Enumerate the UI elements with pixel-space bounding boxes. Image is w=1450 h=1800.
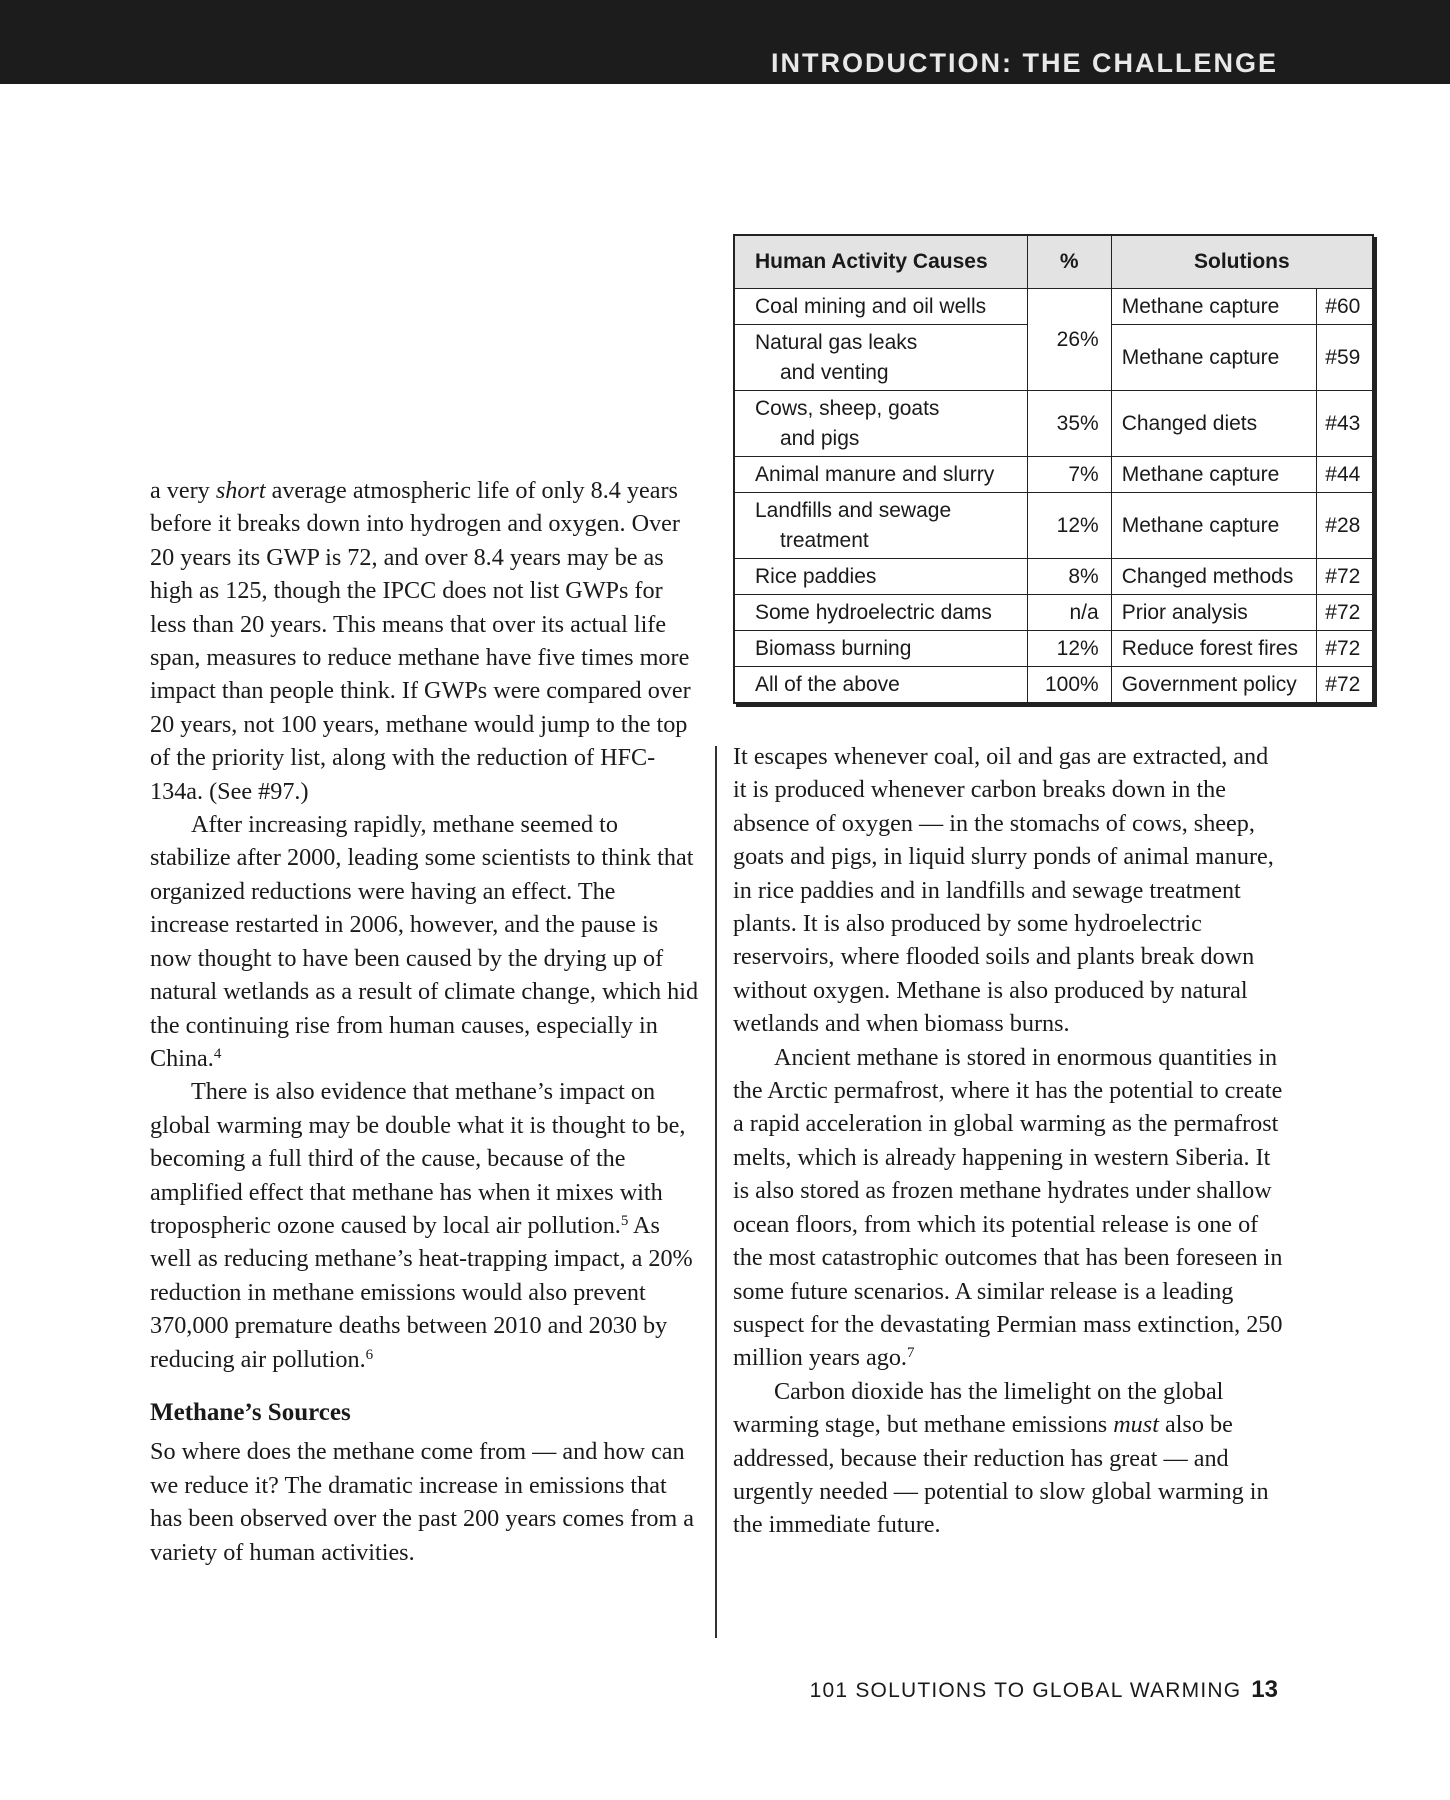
paragraph: There is also evidence that methane’s impact on global warming may be double what it is thought to be, becoming a full third of the cause, because of the amplified effect that methane has when it mixes with tropospheric ozone caused by local air pollution.$^5$ As well as reducing methane’s heat-trapping impact, a 20% reduction in methane emissions would also prevent 370,000 premature deaths between 2010 and 2030 by reducing air pollution.$^6$ xyxy=(150,1078,693,1373)
footnote-ref: 5 xyxy=(620,1212,629,1229)
solution-cell: Changed methods xyxy=(1111,559,1317,595)
book-title: 101 SOLUTIONS TO GLOBAL WARMING xyxy=(809,1679,1242,1702)
paragraph: After increasing rapidly, methane seemed to stabilize after 2000, leading some scientists to think that organized reductions were having an effect. The increase restarted in 2006, however, and the pause is now thought to have been caused by the drying up of natural wetlands as a result of climate change, which hid the continuing rise from human causes, especially in China.$^4$ xyxy=(150,811,699,1072)
cause-cell: All of the above xyxy=(734,667,1027,704)
left-column xyxy=(150,474,700,1569)
page-number: 13 xyxy=(1251,1676,1278,1703)
methane-sources-table xyxy=(733,234,1374,704)
table-row xyxy=(734,667,1373,704)
column-divider xyxy=(715,746,717,1638)
running-header: INTRODUCTION: THE CHALLENGE xyxy=(771,48,1278,78)
ref-cell: #28 xyxy=(1317,493,1373,559)
percent-cell: 7% xyxy=(1027,457,1111,493)
header-causes: Human Activity Causes xyxy=(734,235,1027,289)
percent-cell: 26% xyxy=(1027,289,1111,391)
solution-cell: Methane capture xyxy=(1111,493,1317,559)
table-row xyxy=(734,457,1373,493)
percent-cell: 12% xyxy=(1027,631,1111,667)
cause-cell: Some hydroelectric dams xyxy=(734,595,1027,631)
ref-cell: #72 xyxy=(1317,559,1373,595)
ref-cell: #72 xyxy=(1317,631,1373,667)
header-solutions: Solutions xyxy=(1111,235,1373,289)
footnote-ref: 7 xyxy=(906,1345,915,1362)
cause-cell: Landfills and sewage treatment xyxy=(734,493,1027,559)
footnote-ref: 4 xyxy=(213,1045,222,1062)
percent-cell: 100% xyxy=(1027,667,1111,704)
cause-cell: Natural gas leaks and venting xyxy=(734,325,1027,391)
paragraph: So where does the methane come from — and how can we reduce it? The dramatic increase in emissions that has been observed over the past 200 years comes from a variety of human activities. xyxy=(150,1438,695,1566)
cause-cell: Animal manure and slurry xyxy=(734,457,1027,493)
cause-cell: Coal mining and oil wells xyxy=(734,289,1027,325)
header-bar xyxy=(0,0,1450,84)
table-row xyxy=(734,493,1373,559)
page-footer xyxy=(810,1676,1278,1704)
solution-cell: Government policy xyxy=(1111,667,1317,704)
solution-cell: Reduce forest fires xyxy=(1111,631,1317,667)
table-header-row xyxy=(734,235,1373,289)
solution-cell: Methane capture xyxy=(1111,457,1317,493)
ref-cell: #60 xyxy=(1317,289,1373,325)
ref-cell: #43 xyxy=(1317,391,1373,457)
table-row xyxy=(734,631,1373,667)
header-percent: % xyxy=(1027,235,1111,289)
table-row xyxy=(734,559,1373,595)
footnote-ref: 6 xyxy=(365,1346,374,1363)
ref-cell: #72 xyxy=(1317,667,1373,704)
percent-cell: 8% xyxy=(1027,559,1111,595)
cause-cell: Cows, sheep, goats and pigs xyxy=(734,391,1027,457)
ref-cell: #44 xyxy=(1317,457,1373,493)
solution-cell: Prior analysis xyxy=(1111,595,1317,631)
table-row xyxy=(734,391,1373,457)
solution-cell: Methane capture xyxy=(1111,289,1317,325)
table-row xyxy=(734,595,1373,631)
paragraph: a very short average atmospheric life of only 8.4 years before it breaks down into hydrogen and oxygen. Over 20 years its GWP is 72, and over 8.4 years may be as high as 125, though the IPCC does not list GWPs for less than 20 years. This means that over its actual life span, measures to reduce methane have five times more impact than people think. If GWPs were compared over 20 years, not 100 years, methane would jump to the top of the priority list, along with the reduction of HFC-134a. (See #97.) xyxy=(150,477,691,805)
cause-cell: Biomass burning xyxy=(734,631,1027,667)
solution-cell: Changed diets xyxy=(1111,391,1317,457)
cause-cell: Rice paddies xyxy=(734,559,1027,595)
ref-cell: #72 xyxy=(1317,595,1373,631)
right-column xyxy=(733,740,1283,1542)
section-heading: Methane’s Sources xyxy=(150,1398,351,1426)
paragraph: Ancient methane is stored in enormous quantities in the Arctic permafrost, where it has the potential to create a rapid acceleration in global warming as the permafrost melts, which is already happening in western Siberia. It is also stored as frozen methane hydrates under shallow ocean floors, from which its potential release is one of the most catastrophic outcomes that has been foreseen in some future scenarios. A similar release is a leading suspect for the devastating Permian mass extinction, 250 million years ago.$^7$ xyxy=(733,1043,1283,1372)
percent-cell: n/a xyxy=(1027,595,1111,631)
percent-cell: 12% xyxy=(1027,493,1111,559)
solution-cell: Methane capture xyxy=(1111,325,1317,391)
percent-cell: 35% xyxy=(1027,391,1111,457)
ref-cell: #59 xyxy=(1317,325,1373,391)
paragraph: It escapes whenever coal, oil and gas are extracted, and it is produced whenever carbon breaks down in the absence of oxygen — in the stomachs of cows, sheep, goats and pigs, in liquid slurry ponds of animal manure, in rice paddies and in landfills and sewage treatment plants. It is also produced by some hydroelectric reservoirs, where flooded soils and plants break down without oxygen. Methane is also produced by natural wetlands and when biomass burns. xyxy=(733,743,1274,1038)
paragraph: Carbon dioxide has the limelight on the global warming stage, but methane emissions must also be addressed, because their reduction has great — and urgently needed — potential to slow global warming in the immediate future. xyxy=(733,1377,1269,1539)
table-row xyxy=(734,289,1373,325)
